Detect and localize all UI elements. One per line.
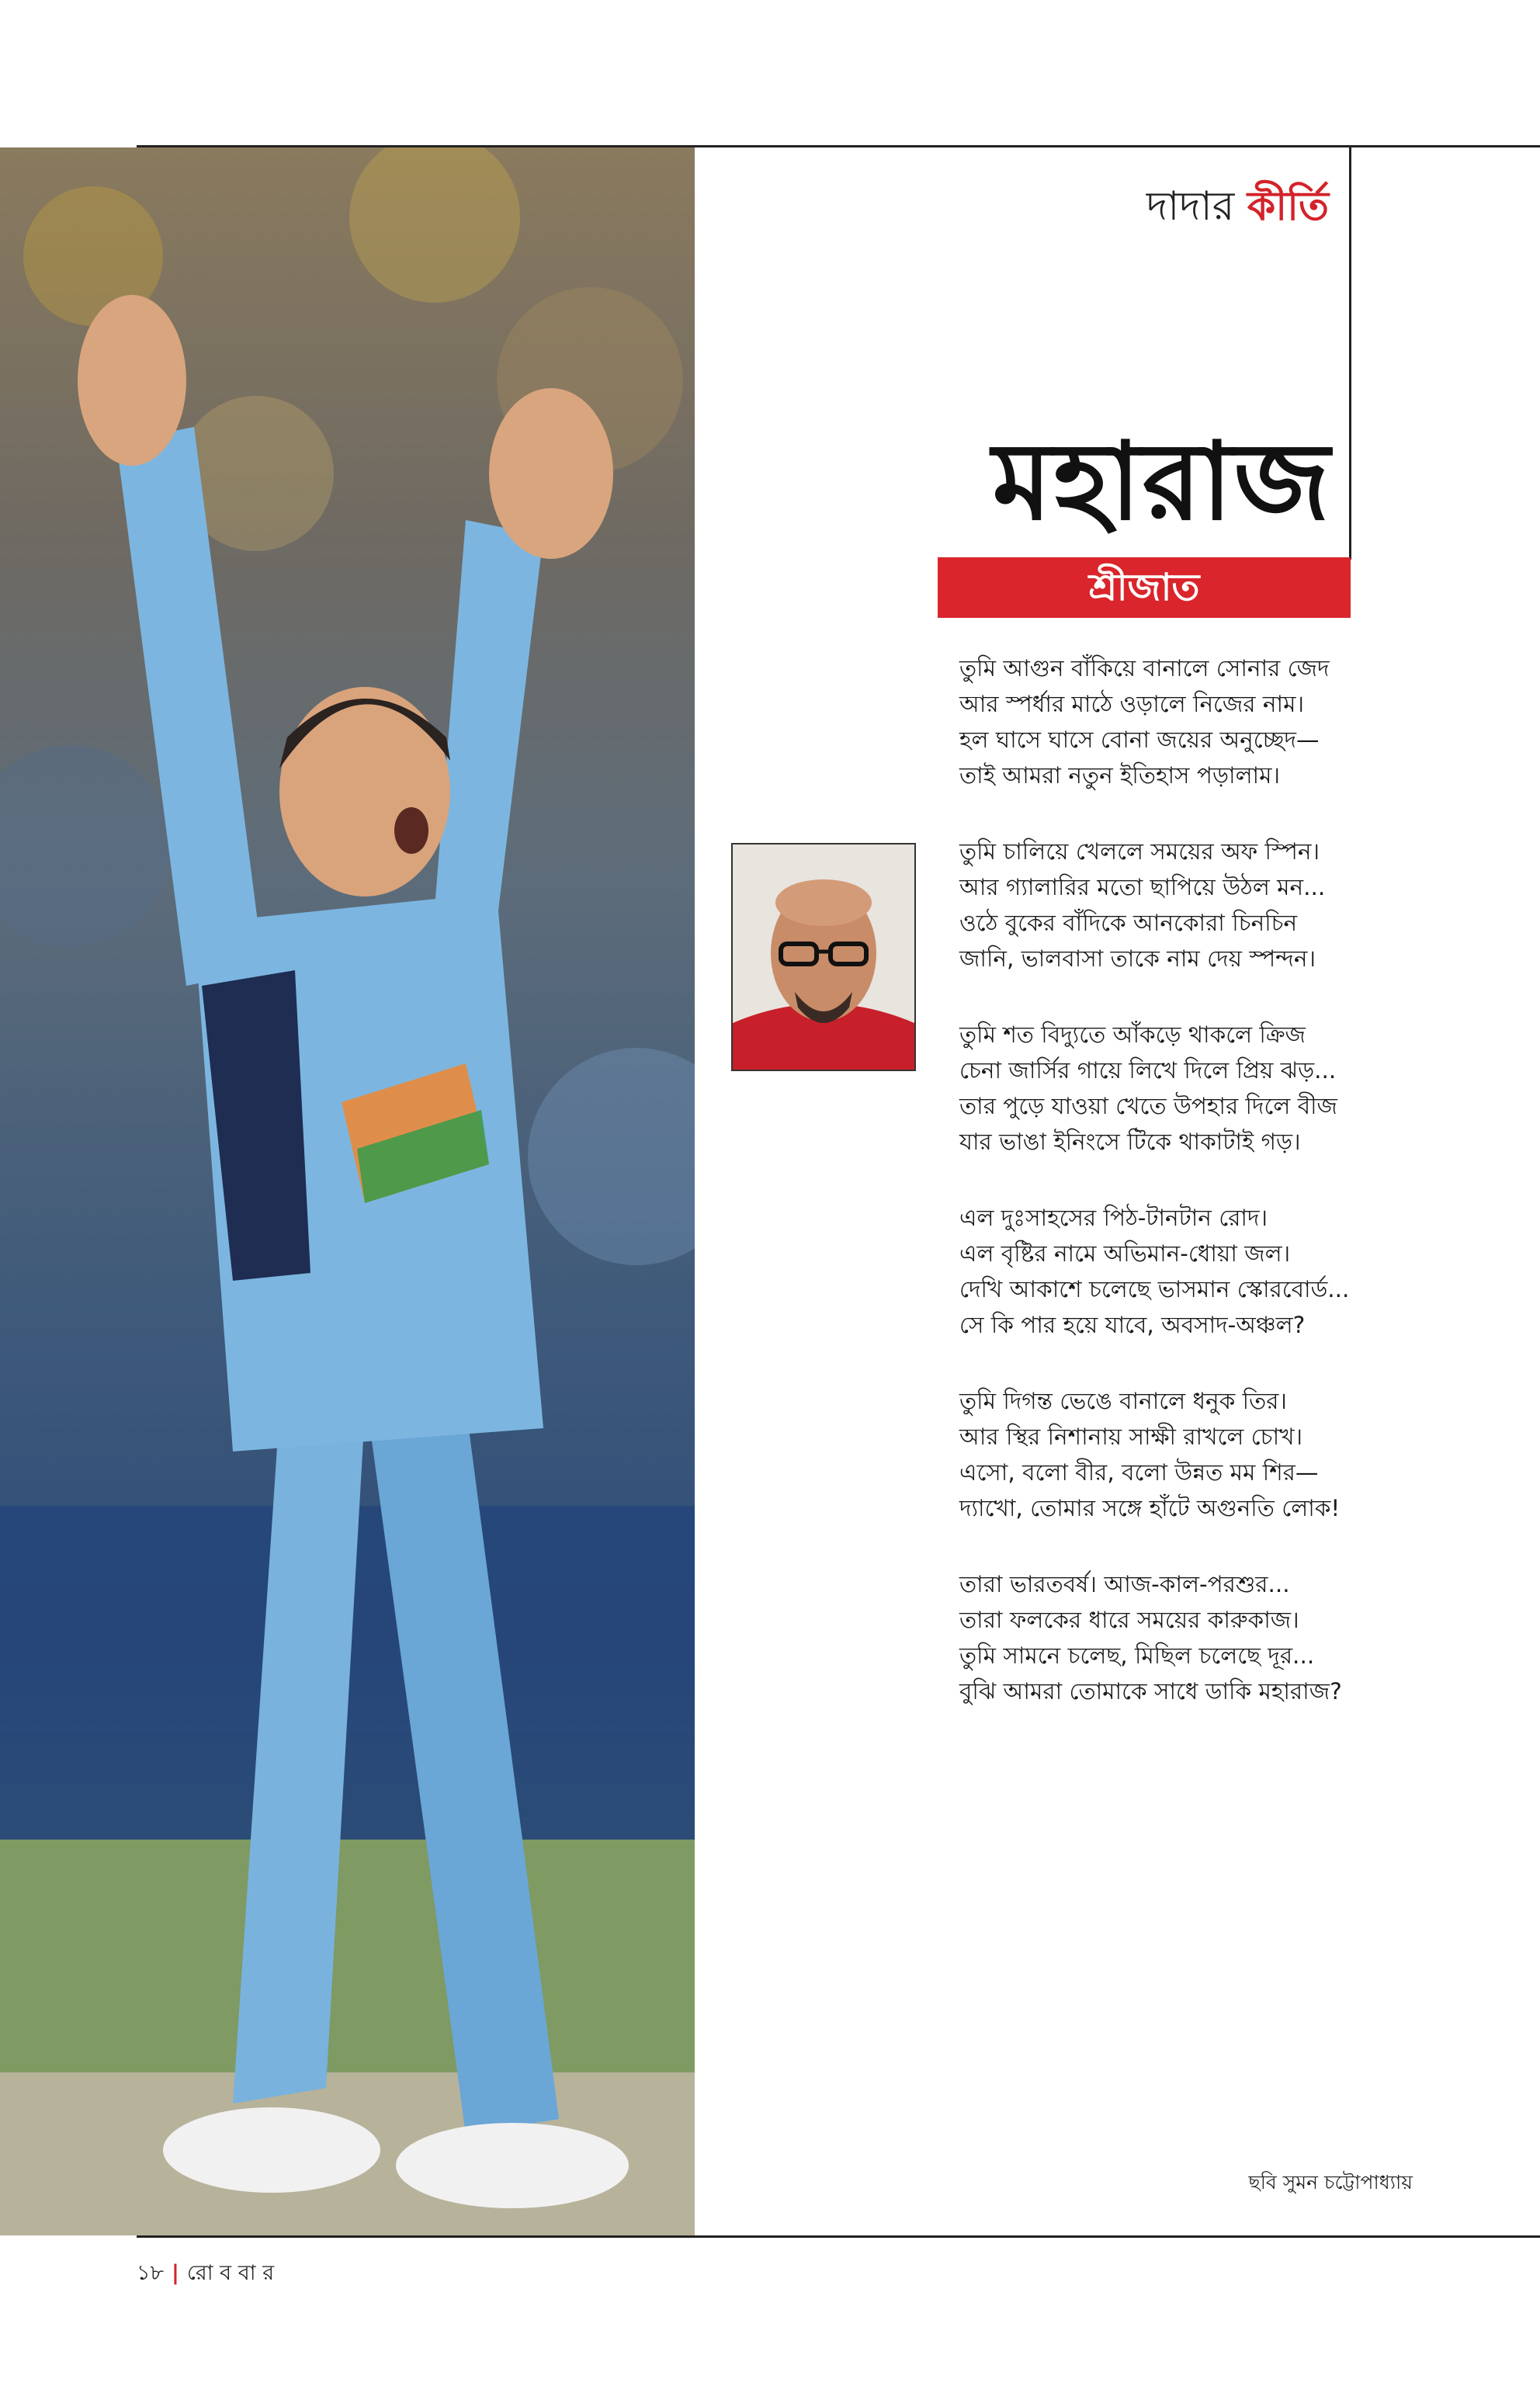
stanza: [959, 834, 1518, 976]
poem-line: তুমি আগুন বাঁকিয়ে বানালে সোনার জেদ: [959, 655, 1330, 681]
poem-line: হল ঘাসে ঘাসে বোনা জয়ের অনুচ্ছেদ—: [959, 727, 1320, 753]
poem-line: বুঝি আমরা তোমাকে সাধে ডাকি মহারাজ?: [959, 1678, 1342, 1705]
poem-line: চেনা জার্সির গায়ে লিখে দিলে প্রিয় ঝড়...: [959, 1057, 1337, 1084]
poem-line: সে কি পার হয়ে যাবে, অবসাদ-অঞ্চল?: [959, 1312, 1306, 1338]
poem-line: তাই আমরা নতুন ইতিহাস পড়ালাম।: [959, 762, 1281, 789]
poem-line: যার ভাঙা ইনিংসে টিকে থাকাটাই গড়।: [959, 1129, 1301, 1155]
section-prefix: দাদার: [1146, 183, 1235, 230]
poem-line: দেখি আকাশে চলেছে ভাসমান স্কোরবোর্ড...: [959, 1276, 1350, 1302]
section-title: [1009, 175, 1329, 242]
poem-line: তুমি শত বিদ্যুতে আঁকড়ে থাকলে ক্রিজ: [959, 1021, 1306, 1048]
poem-line: তুমি দিগন্ত ভেঙে বানালে ধনুক তির।: [959, 1388, 1287, 1414]
poem-line: এসো, বলো বীর, বলো উন্নত মম শির—: [959, 1459, 1319, 1486]
poem-line: তুমি চালিয়ে খেললে সময়ের অফ স্পিন।: [959, 838, 1320, 865]
author-name-bar: [938, 557, 1351, 618]
cricketer-celebration-photo: [0, 147, 695, 2235]
cricketer-illustration: [0, 147, 695, 2235]
poem-line: তার পুড়ে যাওয়া খেতে উপহার দিলে বীজ: [959, 1093, 1337, 1119]
stanza: [959, 1383, 1518, 1526]
poem-line: তুমি সামনে চলেছ, মিছিল চলেছে দূর...: [959, 1642, 1315, 1669]
stanza: [959, 1566, 1518, 1709]
section-accent: কীর্তি: [1247, 183, 1329, 230]
stanza: [959, 650, 1518, 793]
stanza: [959, 1200, 1518, 1343]
stanza: [959, 1017, 1518, 1160]
poem-line: আর গ্যালারির মতো ছাপিয়ে উঠল মন...: [959, 874, 1326, 900]
footer-separator: |: [172, 2261, 179, 2285]
photo-credit: ছবি সুমন চট্টোপাধ্যায়: [1248, 2171, 1413, 2194]
header-side-rule: [1349, 145, 1351, 560]
poem-title: মহারাজ: [992, 419, 1331, 544]
poem-line: আর স্থির নিশানায় সাক্ষী রাখলে চোখ।: [959, 1424, 1303, 1450]
poem-line: এল দুঃসাহসের পিঠ-টানটান রোদ।: [959, 1205, 1268, 1231]
author-name: শ্রীজাত: [1088, 566, 1200, 609]
poem-line: আর স্পর্ধার মাঠে ওড়ালে নিজের নাম।: [959, 691, 1305, 717]
bottom-rule: [137, 2235, 1540, 2238]
page-number: ১৮: [137, 2261, 165, 2285]
poem-line: তারা ভারতবর্ষ। আজ-কাল-পরশুর...: [959, 1571, 1290, 1597]
poem-line: এল বৃষ্টির নামে অভিমান-ধোয়া জল।: [959, 1240, 1291, 1267]
poem-line: জানি, ভালবাসা তাকে নাম দেয় স্পন্দন।: [959, 945, 1316, 972]
publication-name: রো ব বা র: [186, 2261, 275, 2285]
poem-line: দ্যাখো, তোমার সঙ্গে হাঁটে অগুনতি লোক!: [959, 1495, 1341, 1521]
poem-line: তারা ফলকের ধারে সময়ের কারুকাজ।: [959, 1607, 1299, 1633]
author-portrait: [731, 843, 916, 1071]
page-footer: [137, 2257, 274, 2292]
author-portrait-illustration: [733, 844, 914, 1070]
poem-line: ওঠে বুকের বাঁদিকে আনকোরা চিনচিন: [959, 910, 1298, 936]
poem-body: [959, 650, 1518, 1750]
